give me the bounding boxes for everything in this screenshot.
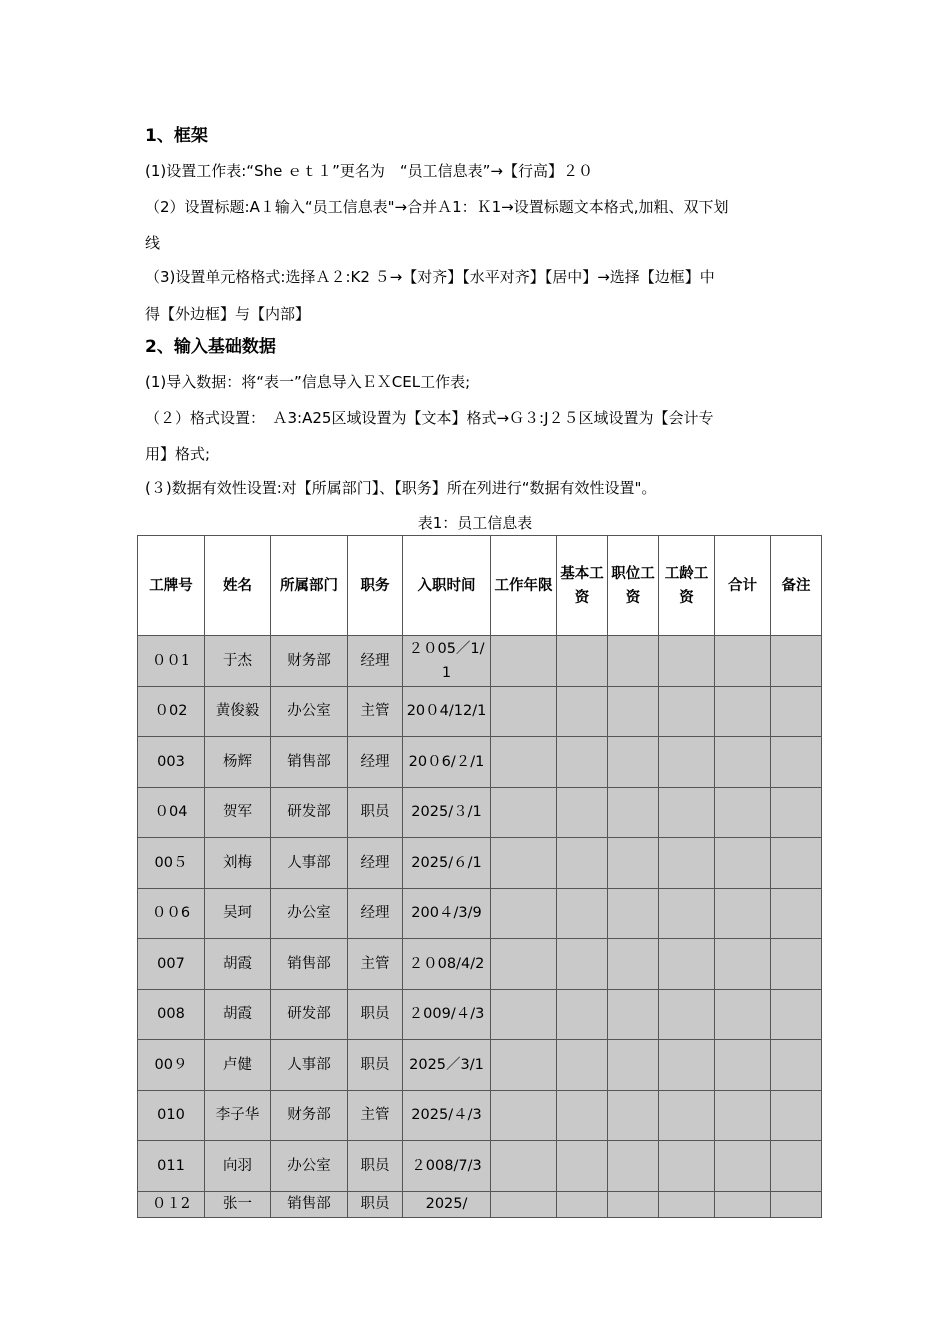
- cell-hire-date: 200４/3/9: [403, 888, 491, 939]
- cell-empty: [491, 939, 557, 990]
- cell-badge-no: 00９: [138, 1040, 205, 1091]
- cell-empty: [771, 1090, 822, 1141]
- table-row: [138, 939, 822, 990]
- cell-empty: [771, 787, 822, 838]
- cell-hire-date: ２０08/4/2: [403, 939, 491, 990]
- cell-empty: [557, 1141, 608, 1192]
- header-cell-years-worked: 工作年限: [491, 536, 557, 636]
- cell-empty: [715, 1191, 771, 1217]
- cell-empty: [659, 1141, 715, 1192]
- paragraph-line: 得【外边框】与【内部】: [145, 305, 311, 323]
- cell-name: 贺军: [205, 787, 271, 838]
- cell-hire-date: 20０4/12/1: [403, 686, 491, 737]
- cell-empty: [771, 939, 822, 990]
- cell-badge-no: 008: [138, 989, 205, 1040]
- table-row: [138, 1141, 822, 1192]
- cell-name: 胡霞: [205, 939, 271, 990]
- cell-empty: [608, 787, 659, 838]
- cell-name: 张一: [205, 1191, 271, 1217]
- cell-name: 胡霞: [205, 989, 271, 1040]
- cell-empty: [659, 686, 715, 737]
- cell-badge-no: ００1: [138, 636, 205, 687]
- table-row: [138, 1040, 822, 1091]
- cell-empty: [557, 1191, 608, 1217]
- cell-empty: [659, 838, 715, 889]
- header-cell-hire-date: 入职时间: [403, 536, 491, 636]
- cell-hire-date: 2025/３/1: [403, 787, 491, 838]
- cell-empty: [715, 686, 771, 737]
- cell-empty: [491, 888, 557, 939]
- cell-empty: [715, 1090, 771, 1141]
- cell-name: 黄俊毅: [205, 686, 271, 737]
- cell-name: 卢健: [205, 1040, 271, 1091]
- paragraph-line: （２）格式设置： Ａ3:A25区域设置为【文本】格式→Ｇ３:J２５区域设置为【会计专: [145, 409, 714, 427]
- table-row: [138, 737, 822, 788]
- cell-badge-no: ０02: [138, 686, 205, 737]
- cell-empty: [771, 636, 822, 687]
- cell-empty: [557, 1090, 608, 1141]
- cell-empty: [715, 636, 771, 687]
- cell-position: 经理: [348, 838, 403, 889]
- table-row: [138, 989, 822, 1040]
- header-cell-position-salary: 职位工资: [608, 536, 659, 636]
- cell-department: 研发部: [271, 787, 348, 838]
- cell-empty: [491, 787, 557, 838]
- cell-empty: [771, 838, 822, 889]
- cell-empty: [771, 686, 822, 737]
- cell-empty: [771, 1191, 822, 1217]
- cell-empty: [771, 888, 822, 939]
- paragraph-line: (1)设置工作表:“She ｅｔ１”更名为 “员工信息表”→【行高】２０: [145, 162, 593, 180]
- cell-empty: [491, 1191, 557, 1217]
- header-cell-department: 所属部门: [271, 536, 348, 636]
- cell-empty: [608, 838, 659, 889]
- cell-empty: [715, 888, 771, 939]
- cell-badge-no: 010: [138, 1090, 205, 1141]
- cell-empty: [715, 989, 771, 1040]
- cell-empty: [491, 1090, 557, 1141]
- cell-position: 经理: [348, 636, 403, 687]
- cell-department: 财务部: [271, 1090, 348, 1141]
- cell-empty: [491, 686, 557, 737]
- cell-empty: [771, 1040, 822, 1091]
- cell-empty: [715, 787, 771, 838]
- cell-position: 主管: [348, 1090, 403, 1141]
- cell-empty: [491, 1141, 557, 1192]
- cell-department: 办公室: [271, 686, 348, 737]
- cell-empty: [491, 636, 557, 687]
- cell-empty: [608, 1090, 659, 1141]
- cell-empty: [715, 838, 771, 889]
- header-cell-remarks: 备注: [771, 536, 822, 636]
- section-2-heading: 2、输入基础数据: [145, 337, 276, 357]
- section-1-heading: 1、框架: [145, 126, 208, 146]
- cell-empty: [557, 939, 608, 990]
- cell-position: 职员: [348, 787, 403, 838]
- cell-position: 经理: [348, 888, 403, 939]
- cell-position: 主管: [348, 686, 403, 737]
- cell-position: 职员: [348, 1141, 403, 1192]
- cell-empty: [659, 888, 715, 939]
- cell-department: 办公室: [271, 1141, 348, 1192]
- table-row: [138, 636, 822, 687]
- table-row: [138, 787, 822, 838]
- cell-empty: [608, 989, 659, 1040]
- cell-empty: [557, 1040, 608, 1091]
- table-row: [138, 838, 822, 889]
- cell-empty: [715, 1141, 771, 1192]
- cell-empty: [659, 989, 715, 1040]
- cell-position: 职员: [348, 1040, 403, 1091]
- table-row: [138, 888, 822, 939]
- cell-department: 办公室: [271, 888, 348, 939]
- cell-empty: [608, 1191, 659, 1217]
- cell-empty: [608, 1040, 659, 1091]
- cell-empty: [608, 939, 659, 990]
- cell-badge-no: 011: [138, 1141, 205, 1192]
- paragraph-line: 用】格式;: [145, 445, 211, 463]
- cell-name: 于杰: [205, 636, 271, 687]
- cell-empty: [715, 939, 771, 990]
- cell-badge-no: 007: [138, 939, 205, 990]
- cell-empty: [557, 636, 608, 687]
- cell-name: 向羽: [205, 1141, 271, 1192]
- cell-empty: [557, 989, 608, 1040]
- cell-badge-no: 003: [138, 737, 205, 788]
- cell-empty: [557, 888, 608, 939]
- cell-empty: [715, 1040, 771, 1091]
- cell-hire-date: 20０6/２/1: [403, 737, 491, 788]
- cell-empty: [659, 939, 715, 990]
- cell-department: 销售部: [271, 939, 348, 990]
- cell-empty: [659, 1191, 715, 1217]
- cell-badge-no: ０04: [138, 787, 205, 838]
- cell-empty: [771, 989, 822, 1040]
- cell-hire-date: 2025/: [403, 1191, 491, 1217]
- header-cell-badge-no: 工牌号: [138, 536, 205, 636]
- cell-name: 刘梅: [205, 838, 271, 889]
- cell-department: 人事部: [271, 1040, 348, 1091]
- cell-hire-date: ２０05／1/1: [403, 636, 491, 687]
- header-cell-total: 合计: [715, 536, 771, 636]
- table-row: [138, 1090, 822, 1141]
- cell-position: 主管: [348, 939, 403, 990]
- cell-empty: [608, 686, 659, 737]
- employee-info-table: [137, 535, 822, 1218]
- paragraph-line: （3)设置单元格格式:选择Ａ２:K2 ５→【对齐】【水平对齐】【居中】→选择【边框】中: [145, 268, 715, 286]
- table-caption: 表1：员工信息表: [417, 514, 533, 532]
- table-header-row: [138, 536, 822, 636]
- cell-empty: [608, 636, 659, 687]
- cell-empty: [659, 787, 715, 838]
- cell-empty: [659, 636, 715, 687]
- cell-empty: [608, 1141, 659, 1192]
- cell-badge-no: ０１2: [138, 1191, 205, 1217]
- header-cell-seniority-pay: 工龄工资: [659, 536, 715, 636]
- cell-hire-date: 2025/４/3: [403, 1090, 491, 1141]
- cell-empty: [557, 838, 608, 889]
- cell-name: 李子华: [205, 1090, 271, 1141]
- table-row: [138, 686, 822, 737]
- paragraph-line: 线: [145, 234, 161, 252]
- cell-department: 人事部: [271, 838, 348, 889]
- table-row: [138, 1191, 822, 1217]
- cell-badge-no: ００6: [138, 888, 205, 939]
- cell-empty: [557, 686, 608, 737]
- cell-department: 财务部: [271, 636, 348, 687]
- cell-position: 职员: [348, 1191, 403, 1217]
- cell-empty: [491, 737, 557, 788]
- cell-empty: [557, 737, 608, 788]
- cell-position: 职员: [348, 989, 403, 1040]
- cell-empty: [771, 1141, 822, 1192]
- cell-empty: [659, 1040, 715, 1091]
- cell-department: 研发部: [271, 989, 348, 1040]
- cell-badge-no: 00５: [138, 838, 205, 889]
- cell-department: 销售部: [271, 1191, 348, 1217]
- paragraph-line: (３)数据有效性设置:对【所属部门】、【职务】所在列进行“数据有效性设置"。: [145, 479, 657, 497]
- cell-empty: [659, 1090, 715, 1141]
- header-cell-name: 姓名: [205, 536, 271, 636]
- cell-empty: [608, 737, 659, 788]
- paragraph-line: （2）设置标题:A１输入“员工信息表"→合并Ａ1：Ｋ1→设置标题文本格式,加粗、双下划: [145, 198, 729, 216]
- header-cell-base-salary: 基本工资: [557, 536, 608, 636]
- cell-department: 销售部: [271, 737, 348, 788]
- cell-empty: [608, 888, 659, 939]
- cell-hire-date: 2025／3/1: [403, 1040, 491, 1091]
- cell-empty: [491, 989, 557, 1040]
- cell-empty: [557, 787, 608, 838]
- cell-hire-date: 2025/６/1: [403, 838, 491, 889]
- cell-hire-date: ２008/7/3: [403, 1141, 491, 1192]
- cell-position: 经理: [348, 737, 403, 788]
- cell-empty: [491, 1040, 557, 1091]
- cell-name: 杨辉: [205, 737, 271, 788]
- header-cell-position: 职务: [348, 536, 403, 636]
- cell-name: 吴珂: [205, 888, 271, 939]
- paragraph-line: (1)导入数据：将“表一”信息导入ＥＸCEL工作表;: [145, 373, 471, 391]
- cell-hire-date: ２009/４/3: [403, 989, 491, 1040]
- cell-empty: [771, 737, 822, 788]
- cell-empty: [491, 838, 557, 889]
- cell-empty: [659, 737, 715, 788]
- cell-empty: [715, 737, 771, 788]
